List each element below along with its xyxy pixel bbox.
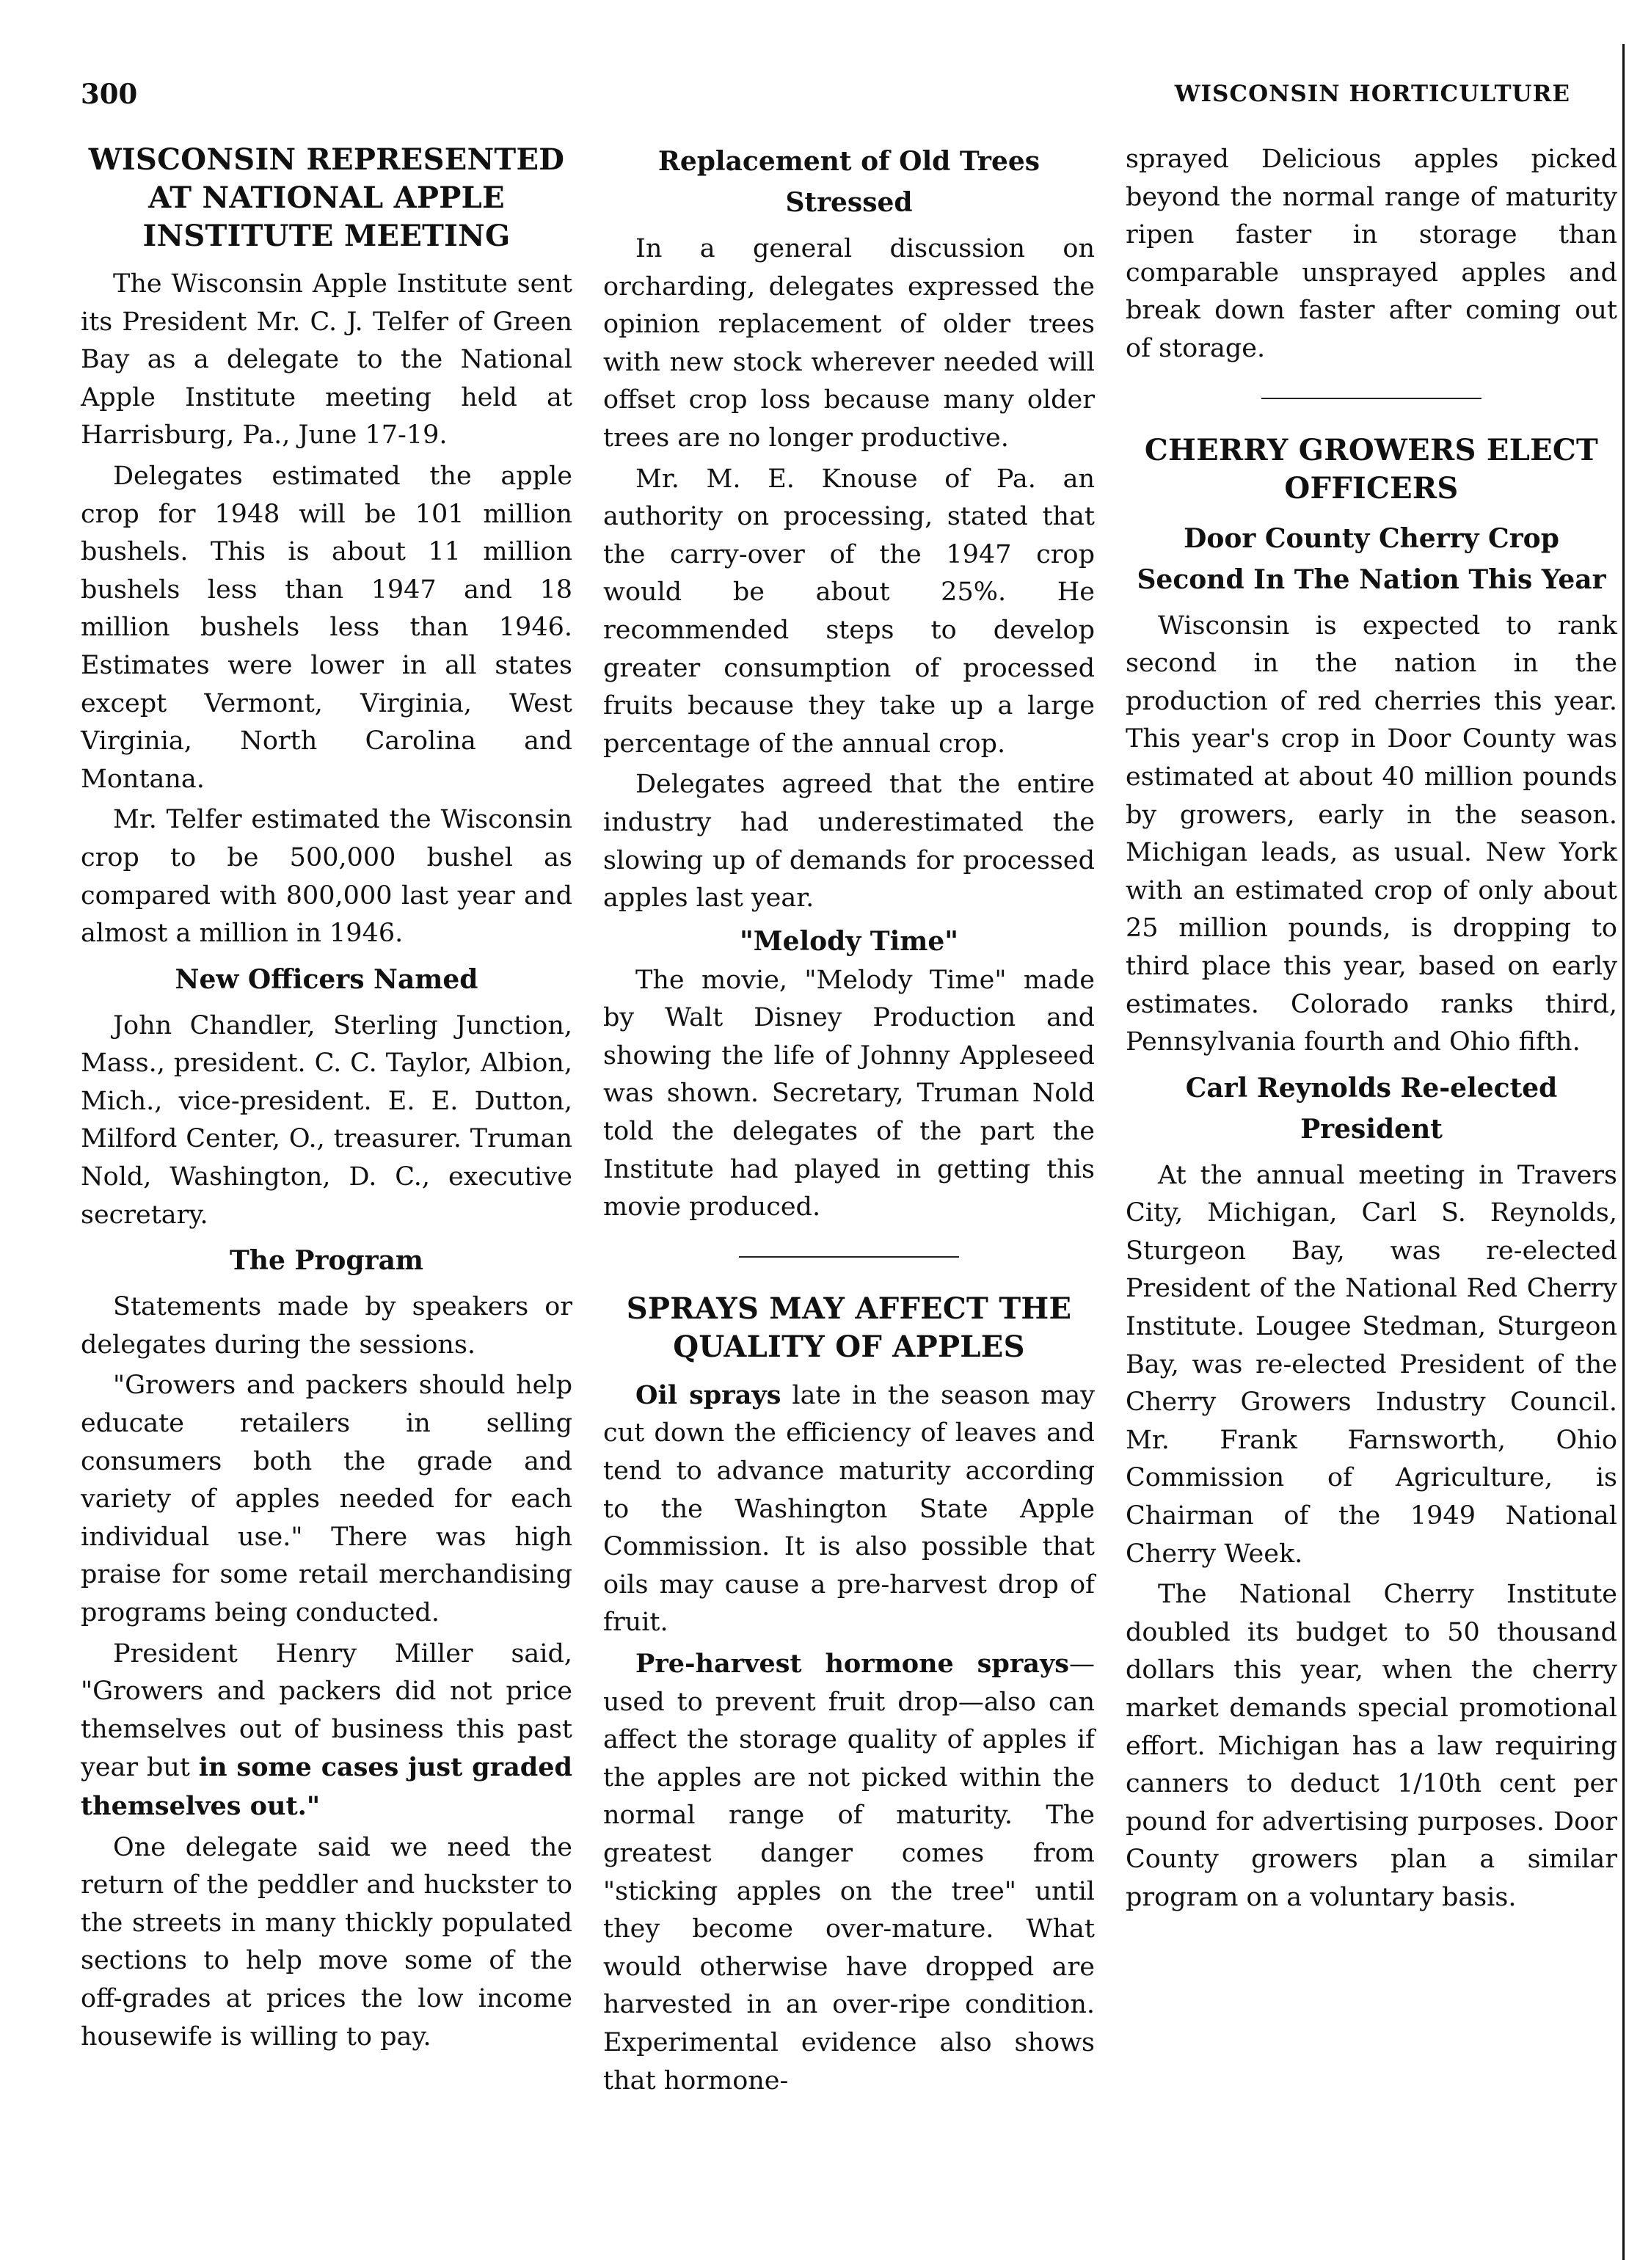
- column-2: [603, 141, 1095, 2103]
- paragraph: [603, 1645, 1095, 2100]
- subhead-program: The Program: [229, 1245, 423, 1277]
- paragraph: The Wisconsin Apple Institute sent its President Mr. C. J. Telfer of Green Bay as a delegate to the National Apple Institute meeting held at Harrisburg, Pa., June 17-19.: [81, 269, 572, 451]
- subhead-melody-time: "Melody Time": [739, 925, 959, 957]
- article-headline-sprays: SPRAYS MAY AFFECT THE QUALITY OF APPLES: [626, 1291, 1072, 1364]
- paragraph: sprayed Delicious apples picked beyond the normal range of maturity ripen faster in storage than comparable unsprayed apples and break down faster after coming out of storage.: [1126, 145, 1617, 363]
- paragraph: The movie, "Melody Time" made by Walt Disney Production and showing the life of Johnny Appleseed was shown. Secretary, Truman Nold told the delegates of the part the Institute had played in getting this movie produced.: [603, 965, 1095, 1222]
- column-3: [1126, 141, 1617, 1920]
- article-headline-cherry-growers: CHERRY GROWERS ELECT OFFICERS: [1144, 432, 1599, 506]
- paragraph: [81, 1636, 572, 1826]
- subhead-new-officers: New Officers Named: [175, 963, 478, 995]
- paragraph: Delegates agreed that the entire industry had underestimated the slowing up of demands for processed apples last year.: [603, 770, 1095, 914]
- paragraph: Mr. Telfer estimated the Wisconsin crop to be 500,000 bushel as compared with 800,000 last year and almost a million in 1946.: [81, 805, 572, 949]
- paragraph: "Growers and packers should help educate retailers in selling consumers both the grade and variety of apples needed for each individual use." There was high praise for some retail merchandising programs being conducted.: [81, 1371, 572, 1627]
- emphasis-text: Oil sprays: [635, 1379, 781, 1410]
- paragraph-text: late in the season may cut down the efficiency of leaves and tend to advance maturity according to the Washington State Apple Commission. It is also possible that oils may cause a pre-harvest drop of fruit.: [603, 1380, 1096, 1638]
- paragraph: Mr. M. E. Knouse of Pa. an authority on processing, stated that the carry-over of the 1947 crop would be about 25%. He recommended steps to develop greater consumption of processed fruits because they take up a large percentage of the annual crop.: [603, 464, 1095, 759]
- paragraph: Delegates estimated the apple crop for 1948 will be 101 million bushels. This is about 11 million bushels less than 1947 and 18 million bushels less than 1946. Estimates were lower in all states except Vermont, Virginia, West Virginia, North Carolina and Montana.: [81, 461, 572, 794]
- paragraph: Statements made by speakers or delegates during the sessions.: [81, 1292, 572, 1360]
- paragraph-text: President Henry Miller said, "Growers and packers did not price themselves out of business this past year but: [81, 1638, 572, 1783]
- emphasis-text: in some cases just graded themselves out.": [81, 1752, 572, 1821]
- subhead-carl-reynolds: Carl Reynolds Re-elected President: [1185, 1072, 1558, 1145]
- paragraph: One delegate said we need the return of the peddler and huckster to the streets in many thickly populated sections to help move some of the off-grades at prices the low income housewife is willing to pay.: [81, 1832, 572, 2052]
- paragraph: [603, 1377, 1095, 1642]
- emphasis-text: Pre-harvest hormone sprays: [635, 1649, 1069, 1679]
- paragraph: At the annual meeting in Travers City, Michigan, Carl S. Reynolds, Sturgeon Bay, was re-elected President of the National Red Cherry Institute. Lougee Stedman, Sturgeon Bay, was re-elected President of the Cherry Growers Industry Council. Mr. Frank Farnsworth, Ohio Commission of Agriculture, is Chairman of the 1949 National Cherry Week.: [1126, 1160, 1617, 1569]
- running-title: WISCONSIN HORTICULTURE: [1174, 81, 1570, 107]
- section-divider: [1261, 398, 1481, 399]
- paragraph-text: —used to prevent fruit drop—also can affect the storage quality of apples if the apples are not picked within the normal range of maturity. The greatest danger comes from "sticking apples on the tree" until they become over-mature. What would otherwise have dropped are harvested in an over-ripe condition. Experimental evidence also shows that hormone-: [603, 1649, 1095, 2096]
- paragraph: John Chandler, Sterling Junction, Mass., president. C. C. Taylor, Albion, Mich., vice-president. E. E. Dutton, Milford Center, O., treasurer. Truman Nold, Washington, D. C., executive secretary.: [81, 1010, 572, 1230]
- subhead-door-county: Door County Cherry Crop Second In The Nation This Year: [1137, 522, 1606, 595]
- page-number: 300: [81, 78, 138, 110]
- paragraph: The National Cherry Institute doubled its budget to 50 thousand dollars this year, when the cherry market demands special promotional effort. Michigan has a law requiring canners to deduct 1/10th cent per pound for advertising purposes. Door County growers plan a similar program on a voluntary basis.: [1126, 1580, 1617, 1912]
- page-edge-rule: [1622, 44, 1625, 2260]
- paragraph: In a general discussion on orcharding, delegates expressed the opinion replacement of older trees with new stock wherever needed will offset crop loss because many older trees are no longer productive.: [603, 234, 1095, 453]
- subhead-replacement: Replacement of Old Trees Stressed: [657, 146, 1040, 218]
- article-headline-apple-institute: WISCONSIN REPRESENTED AT NATIONAL APPLE INSTITUTE MEETING: [88, 142, 565, 253]
- column-1: [81, 141, 572, 2059]
- paragraph: Wisconsin is expected to rank second in the nation in the production of red cherries this year. This year's crop in Door County was estimated at about 40 million pounds by growers, early in the season. Michigan leads, as usual. New York with an estimated crop of only about 25 million pounds, is dropping to third place this year, based on early estimates. Colorado ranks third, Pennsylvania fourth and Ohio fifth.: [1126, 610, 1617, 1057]
- section-divider: [739, 1256, 959, 1258]
